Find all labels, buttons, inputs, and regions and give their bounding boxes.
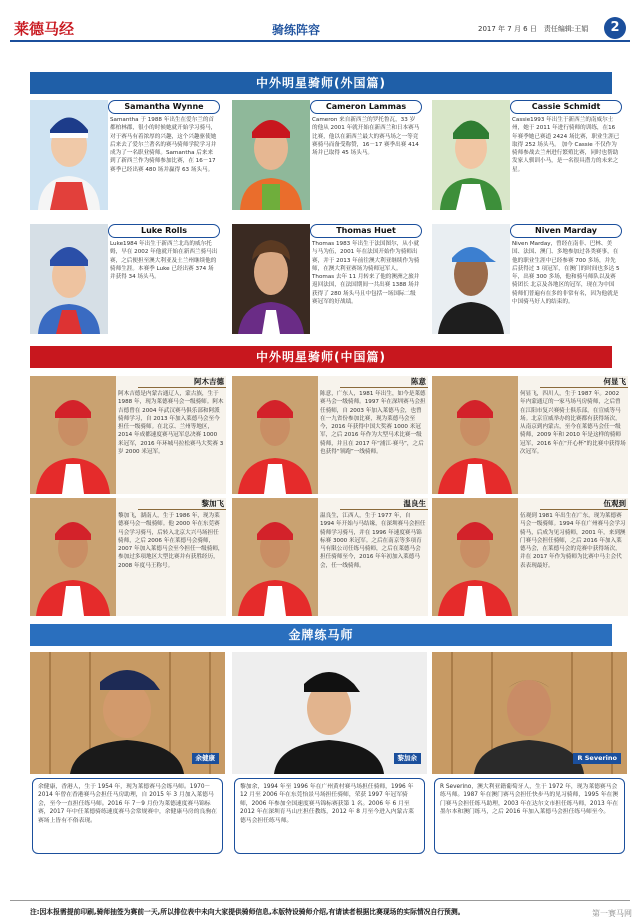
jockey-name: 何显飞 (540, 376, 628, 388)
jockey-card (232, 376, 428, 494)
masthead: 莱德马经 (14, 20, 75, 38)
footer-rule (10, 900, 630, 901)
jockey-name: Luke Rolls (108, 224, 220, 238)
trainer-card (432, 652, 627, 857)
jockey-bio: Cassie1993 年出生于新西兰的南威尔士州，她于 2011 年进行骑师的训练，在16 年赛季她已赛道 2424 场比赛，职业生涯已取得 252 场头马。 加今 Cassie 不仅作为骑师参战去兰州进行繁殖比赛，同时也帮助发家人驯训小马，是一名很具潜力的未来之星。 (512, 117, 620, 173)
jockey-name: Thomas Huet (310, 224, 422, 238)
header-rule (10, 40, 630, 42)
jockey-photo (232, 100, 310, 210)
jockey-bio: Cameron 来自新西兰的罗托鲁瓦，33 岁的他从 2001 年就开始在新西兰和日本赛马比赛，他以在新西兰最大的赛马场之一等竞赛骑马而备受称赞，16－17 赛季出赛 414 场并已取得 45 场头马。 (312, 117, 420, 157)
jockey-name: Niven Marday (510, 224, 622, 238)
band-foreign-jockeys: 中外明星骑师(外国篇) (30, 72, 612, 94)
trainer-bio: 余健康，香港人，生于 1954 年，现为莱德赛马会练马师。1970－2014 年曾在香港赛马会担任马房助理，自 2015 年 3 月加入莱德马会，至今一直担任练马师。2016 年 7－9 月份为莱德速度赛马锦标赛，2017 年中任莱德骑练速度赛马会常规赛中，余健康马房的良驹在赛场上皆有不俗表现。 (32, 778, 223, 854)
jockey-name: 黎加飞 (138, 498, 226, 510)
jockey-card (232, 498, 428, 616)
jockey-card (432, 376, 628, 494)
jockey-card (30, 376, 226, 494)
jockey-bio: Samantha 于 1988 年出生在爱尔兰的首都柏林郡，很小的时候她就开始学习骑马，对于赛马有着浓厚的兴趣，这个兴趣驱使她后来去了爱尔兰著名的赛马骑师学院学习并成为了一名职业骑师。Samantha 后来来到了新西兰作为骑师参加比赛，在 16－17 赛季已经出赛 480 场并赢得 63 场头马。 (110, 117, 217, 173)
jockey-photo (30, 498, 116, 616)
trainer-name: 黎加余 (394, 753, 422, 764)
trainer-card (232, 652, 427, 857)
jockey-photo (432, 498, 518, 616)
band-trainers: 金牌练马师 (30, 624, 612, 646)
footer-note: 注:因本报需提前印刷,骑师抽签为赛前一天,所以排位表中未向大家提供骑师信息,本版特设骑师介绍,有请读者根据比赛现场的实际情况自行预测。 (30, 908, 465, 916)
jockey-photo (432, 376, 518, 494)
jockey-name: 伍观到 (540, 498, 628, 510)
jockey-bio: 黎加飞，湖南人，生于 1986 年，现为莱德赛马会一级骑师。他 2000 年在东莞赛马会学习骑马，后转入北京大兴马场担任骑师，之后 2006 年在莱德马会骑师，2007 年加入莱德马会至今担任一级骑师，参加过多项地区大型比赛并有获胜经历，2008 年度马王称号。 (118, 513, 224, 569)
jockey-bio: 何显飞，四川人，生于 1987 年。2002 年内蒙通辽的一家马场马房骑师，之后曾在江阳市复兴赛骑士俱乐部，在宣威等马场。北京宣威举办的比赛都有获得场次，从南京到内蒙古，至今在莱德马会任一级骑师，2009 年和 2010 年是这样的骑师冠军，2016 年在“开心杯”的比赛中获得场次冠军。 (520, 391, 626, 456)
page-number: 2 (604, 17, 626, 39)
band-chinese-jockeys: 中外明星骑师(中国篇) (30, 346, 612, 368)
date-line: 2017 年 7 月 6 日 责任编辑:王娟 (478, 25, 589, 33)
jockey-card (30, 498, 226, 616)
jockey-bio: Niven Marday，曾经在南非、巴林、美国、法国、澳门、多地参加过各类赛事，在他的职业生涯中已经参赛 700 多场，并先后获得过 3 项冠军，在澳门的时间也多达 5 年，出赛 300 多场，他和骑马师队以及赛骑团长 北京及各地区的冠军，现在为中国骑师们普遍有在多的非常有名，因为他就是中国骑马好人的结束的。 (512, 241, 620, 306)
jockey-card (30, 224, 220, 336)
jockey-photo (30, 376, 116, 494)
trainer-bio: 黎加余，1994 年至 1996 年在广州黄村赛马场担任骑师，1996 年 12 月至 2006 年在东莞怡景马场担任骑师，荣获 1997 年冠军骑师，2006 年参加全国速度赛马锦标赛获第 1 名。2006 年 6 月至 2012 年在深圳育马山庄担任教练，2012 年 8 月至今进入内蒙古莱德马会担任练马师。 (234, 778, 425, 854)
jockey-photo (30, 100, 108, 210)
jockey-photo (232, 224, 310, 334)
jockey-card (432, 100, 622, 212)
jockey-name: Cassie Schmidt (510, 100, 622, 114)
section-title: 骑练阵容 (272, 23, 321, 37)
jockey-bio: 温良生，江西人，生于 1977 年，自 1994 年开始与马结缘，在深圳赛马会担任骑师学习骑马，并在 1996 年速度赛马锦标赛 3000 米冠军。之后在南京等多项育马有限公司任练马骑师，之后在莱德马会担任骑师至今，2016 年年初加入莱德马会，任一线骑师。 (320, 513, 426, 569)
jockey-photo (30, 224, 108, 334)
jockey-photo (432, 224, 510, 334)
jockey-card (432, 224, 622, 336)
watermark: 第一赛马网 (592, 909, 632, 918)
jockey-card (30, 100, 220, 212)
jockey-bio: 伍观到 1981 年出生在广东，现为莱德赛马会一级骑师。1994 年在广州赛马会学习骑马，后成为见习骑师，2001 年，来到澳门赛马会担任骑师，之后 2016 年加入莱德马会，在莱德马会的竞赛中获得场次，并在 2017 年作为骑师为比赛中马主会代表表现最好。 (520, 513, 626, 569)
jockey-name: 阿木吉德 (138, 376, 226, 388)
jockey-photo (232, 498, 318, 616)
jockey-card (232, 224, 422, 336)
trainer-bio: R Severino，澳大利亚籍葡萄牙人，生于 1972 年，现为莱德赛马会练马师。1987 年在澳门赛马会担任快步马的见习骑师，1995 年在澳门赛马会担任练马助理，2003 年在达尔文市担任练马师，2013 年在墨尔本和澳门练马，之后 2016 年加入莱德马会担任练马师至今。 (434, 778, 625, 854)
jockey-bio: 陈意，广东人，1981 年出生，如今是莱德赛马会一级骑师。1997 年在深圳赛马会担任骑师，自 2003 年加入莱德马会，也曾在一九省份参加比赛，现为莱德马会至今，2016 年获得中国大奖赛 1000 米冠军，之后 2016 年作为大型马术比赛一级骑师，并且在 2017 年“浦江·赛马”，之后也获得“领跑”一线骑师。 (320, 391, 426, 456)
trainer-card (30, 652, 225, 857)
jockey-card (432, 498, 628, 616)
jockey-name: Cameron Lammas (310, 100, 422, 114)
jockey-name: 陈意 (340, 376, 428, 388)
jockey-name: Samantha Wynne (108, 100, 220, 114)
jockey-card (232, 100, 422, 212)
jockey-bio: Luke1984 年出生于新西兰北岛的威尔托姆，早在 2002 年他就开始在新西兰骑马出赛，之后便担至澳大利亚及土兰州继续他的骑师生涯。本赛季 Luke 已经出赛 374 场并获得 34 场头马。 (110, 241, 218, 281)
trainer-name: 余健康 (192, 753, 220, 764)
jockey-photo (432, 100, 510, 210)
jockey-photo (232, 376, 318, 494)
jockey-bio: 阿木吉德是内蒙古通辽人，蒙古族，生于 1988 年，现为莱德赛马会一级骑师。阿木吉德曾在 2004 年武汉赛马俱乐部和阿派骑师学习，自 2013 年加入莱德马会至今担任一级骑师。在北京、兰州等地区，2014 年成都速度赛马冠军总决赛 1000 米冠军，2016 年环城马拉松赛马大奖赛 3 岁 2000 米冠军。 (118, 391, 224, 456)
page-header (0, 0, 640, 64)
jockey-bio: Thomas 1983 年出生于法国图尔，从小就与马为伍，2001 年在法国开始作为骑师出赛，并于 2013 年前往澳大利亚继续作为骑师，在澳大利亚赛场为骑师冠军人。Thomas 去年 11 月转来了他的澳洲之旅并返回法国，在法国期间一共出赛 1388 场并获得了 280 场头马且中包括一场国际二级赛冠军的好战绩。 (312, 241, 420, 306)
jockey-name: 温良生 (340, 498, 428, 510)
trainer-name: R Severino (573, 753, 621, 764)
